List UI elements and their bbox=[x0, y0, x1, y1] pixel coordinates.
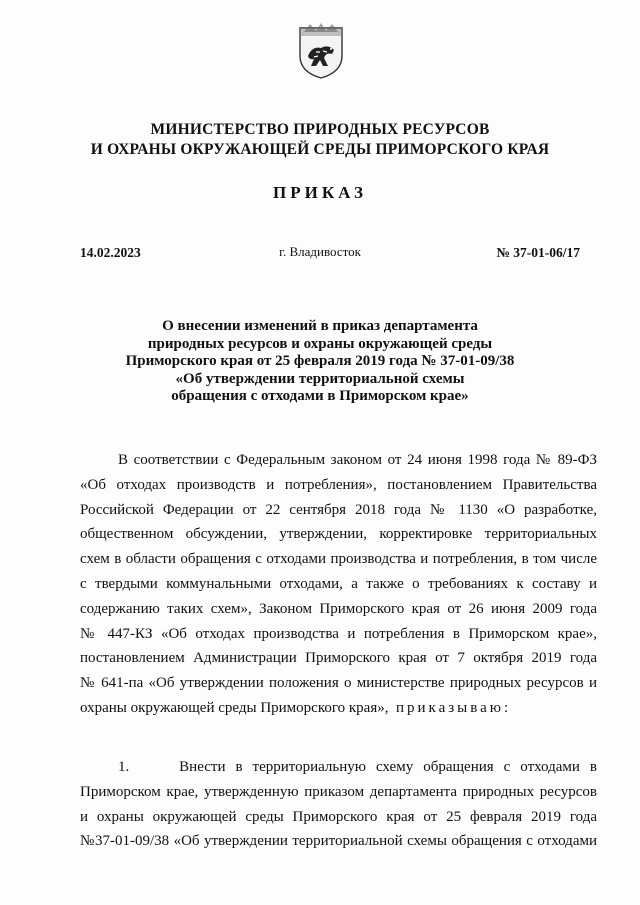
body-line: и охраны окружающей среды Приморского края от 25 февраля 2019 года bbox=[80, 808, 597, 825]
body-line: № 447-КЗ «Об отходах производства и потребления в Приморском крае», bbox=[80, 625, 597, 642]
body-line bbox=[80, 696, 597, 721]
subject-line: О внесении изменений в приказ департамента bbox=[162, 318, 478, 334]
ministry-name-line1: МИНИСТЕРСТВО ПРИРОДНЫХ РЕСУРСОВ bbox=[150, 121, 490, 138]
body-line: Приморском крае, утвержденную приказом департамента природных ресурсов bbox=[80, 783, 597, 800]
ministry-name-line2: И ОХРАНЫ ОКРУЖАЮЩЕЙ СРЕДЫ ПРИМОРСКОГО КРАЯ bbox=[90, 141, 550, 158]
document-subject bbox=[0, 318, 640, 406]
body-line: «Об отходах производств и потребления», постановлением Правительства bbox=[80, 476, 597, 493]
body-paragraph-2 bbox=[80, 755, 597, 854]
decree-word: приказываю: bbox=[395, 699, 512, 716]
body-line: №37-01-09/38 «Об утверждении территориальной схемы обращения с отходами bbox=[80, 833, 597, 850]
subject-line: природных ресурсов и охраны окружающей среды bbox=[147, 335, 493, 352]
body-line: Российской Федерации от 22 сентября 2018 года № 1130 «О разработке, bbox=[80, 501, 597, 518]
coat-of-arms-icon bbox=[296, 22, 346, 80]
document-number: № 37-01-06/17 bbox=[496, 245, 580, 260]
document-type-title: ПРИКАЗ bbox=[273, 183, 367, 202]
body-line: постановлением Администрации Приморского края от 7 октября 2019 года bbox=[80, 650, 597, 667]
body-line-text: охраны окружающей среды Приморского края», bbox=[80, 699, 389, 716]
body-line: В соответствии с Федеральным законом от 24 июня 1998 года № 89-ФЗ bbox=[118, 452, 597, 468]
document-date: 14.02.2023 bbox=[80, 245, 141, 260]
subject-line: «Об утверждении территориальной схемы bbox=[175, 370, 465, 387]
body-paragraph-1 bbox=[80, 448, 597, 721]
body-line: содержанию таких схем», Законом Приморского края от 26 июня 2009 года bbox=[80, 600, 597, 617]
body-line: с твердыми коммунальными отходами, а также о требованиях к составу и bbox=[80, 575, 597, 592]
body-line: 1. Внести в территориальную схему обращения с отходами в bbox=[118, 759, 597, 775]
subject-line: Приморского края от 25 февраля 2019 года № 37-01-09/38 bbox=[125, 353, 515, 370]
body-line: № 641-па «Об утверждении положения о министерстве природных ресурсов и bbox=[80, 675, 597, 692]
subject-line: обращения с отходами в Приморском крае» bbox=[171, 388, 469, 405]
document-city: г. Владивосток bbox=[279, 244, 361, 259]
body-line: общественном обсуждении, утверждении, корректировке территориальных bbox=[80, 526, 597, 543]
body-line: схем в области обращения с отходами производства и потребления, в том числе bbox=[80, 551, 597, 568]
